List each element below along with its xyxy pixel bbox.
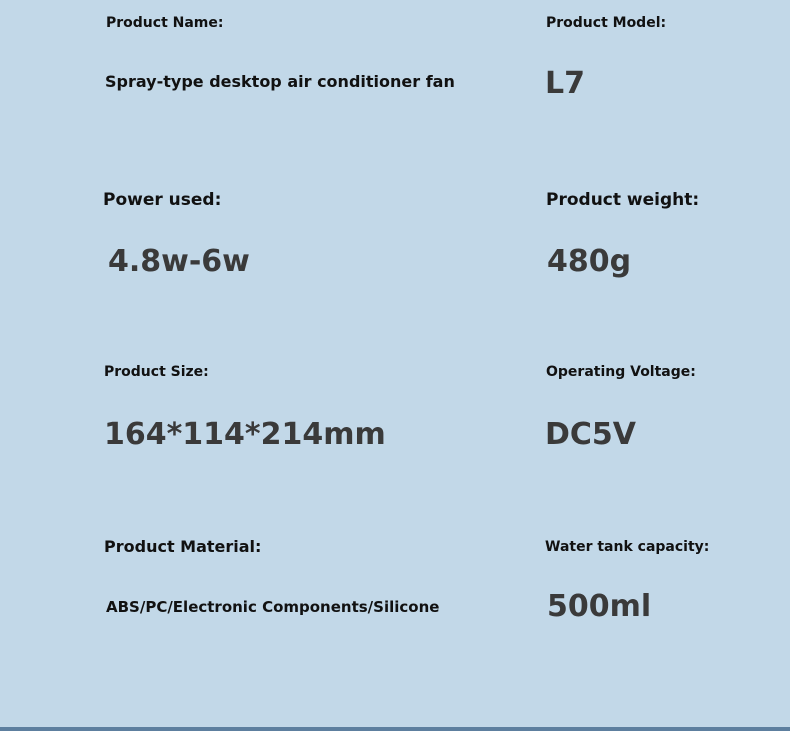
- operating-voltage-label: Operating Voltage:: [546, 364, 696, 380]
- power-used-label: Power used:: [103, 190, 222, 210]
- product-model-value: L7: [545, 66, 585, 101]
- product-weight-value: 480g: [547, 244, 632, 279]
- bottom-divider: [0, 727, 790, 731]
- water-tank-capacity-value: 500ml: [547, 589, 652, 624]
- product-model-label: Product Model:: [546, 15, 667, 31]
- power-used-value: 4.8w-6w: [108, 244, 250, 279]
- product-material-value: ABS/PC/Electronic Components/Silicone: [106, 598, 440, 616]
- operating-voltage-value: DC5V: [545, 417, 637, 452]
- product-size-value: 164*114*214mm: [104, 417, 386, 452]
- product-name-label: Product Name:: [106, 15, 224, 31]
- product-material-label: Product Material:: [104, 537, 262, 556]
- product-name-value: Spray-type desktop air conditioner fan: [105, 72, 455, 91]
- water-tank-capacity-label: Water tank capacity:: [545, 539, 710, 555]
- product-weight-label: Product weight:: [546, 190, 700, 210]
- product-size-label: Product Size:: [104, 364, 209, 380]
